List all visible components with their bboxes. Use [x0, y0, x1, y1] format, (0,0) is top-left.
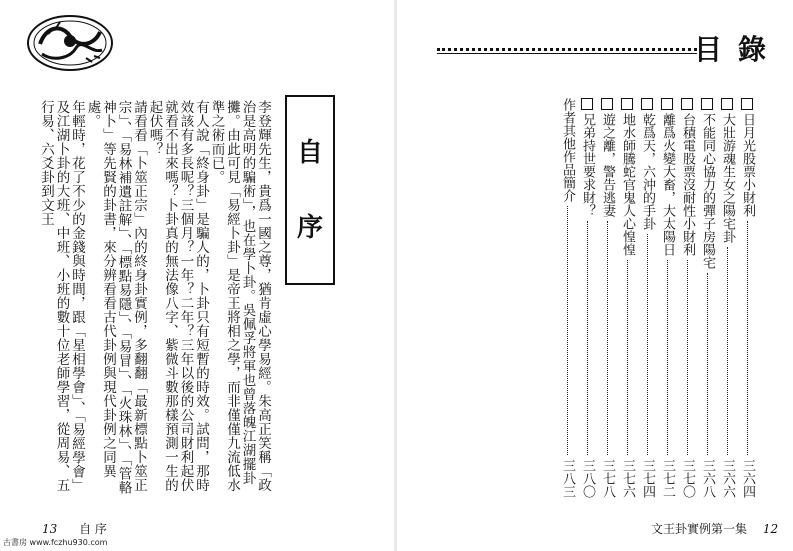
toc-entry-label: 台積電股票沒耐性小財利	[680, 113, 695, 256]
preface-paragraph: 有人說「終身卦」是騙人的，卜卦只有短暫的時效。試問，那時效該有多長呢？三個月？一年？二年？三年以後的公司財利起伏就看不出來嗎？卜卦真的無法像八字、紫微斗數那樣預測一生的起伏嗎？	[146, 100, 209, 492]
toc-entry-label: 兄弟持世要求財？	[580, 113, 595, 217]
table-of-contents	[557, 98, 757, 498]
toc-entry-label: 不能同心協力的彈子房陽宅	[700, 113, 715, 269]
preface-title-box	[285, 95, 335, 285]
toc-entry[interactable]	[598, 98, 617, 498]
header-solid-rule	[437, 53, 697, 54]
toc-entry[interactable]	[638, 98, 657, 498]
toc-entry-label: 地水師騰蛇官鬼人心惶惶	[620, 113, 635, 256]
left-page-footer	[42, 520, 107, 537]
toc-leader-dots	[707, 273, 708, 455]
toc-entry-label: 作者其他作品簡介	[560, 98, 575, 202]
empty-square-icon	[621, 98, 633, 110]
toc-leader-dots	[727, 247, 728, 455]
empty-square-icon	[681, 98, 693, 110]
right-footer-label: 文王卦實例第一集	[651, 522, 748, 536]
toc-entry-label: 遊之離，警告逃妻	[600, 113, 615, 217]
toc-entry-label: 乾爲天，六沖的手卦	[640, 113, 655, 230]
toc-entry[interactable]	[698, 98, 717, 498]
toc-entry[interactable]	[558, 98, 577, 498]
preface-paragraph: 李登輝先生，貴爲一國之尊，猶肯虛心學易經。朱高正笑稱「政治是高明的騙術」，也在學卜卦。吳佩孚將軍也曾落魄江湖擺卦攤。由此可見「易經卜卦」是帝王將相之學，而非僅僅九流低水準之術而已。	[208, 100, 271, 492]
empty-square-icon	[741, 98, 753, 110]
toc-entry-label: 日月光股票小財利	[740, 113, 755, 217]
toc-entry-page: 三六六	[720, 459, 735, 498]
toc-entry-page: 三七〇	[680, 459, 695, 498]
empty-square-icon	[601, 98, 613, 110]
toc-entry[interactable]	[618, 98, 637, 498]
toc-leader-dots	[627, 260, 628, 455]
toc-leader-dots	[747, 221, 748, 455]
toc-leader-dots	[567, 206, 568, 455]
toc-leader-dots	[647, 234, 648, 455]
right-page	[397, 0, 793, 551]
toc-entry-page: 三六四	[740, 459, 755, 498]
toc-leader-dots	[587, 221, 588, 455]
empty-square-icon	[581, 98, 593, 110]
empty-square-icon	[661, 98, 673, 110]
toc-entry-page: 三七六	[620, 459, 635, 498]
toc-leader-dots	[687, 260, 688, 455]
empty-square-icon	[641, 98, 653, 110]
left-page	[0, 0, 396, 551]
toc-leader-dots	[667, 260, 668, 455]
site-watermark: 古書房 www.fczhu930.com	[3, 538, 108, 547]
right-page-footer	[651, 520, 778, 537]
toc-entry-page: 三七二	[660, 459, 675, 498]
toc-title: 目錄	[694, 33, 783, 66]
dragon-medallion-icon	[26, 14, 114, 72]
left-footer-label: 自 序	[79, 522, 107, 536]
preface-body	[40, 100, 270, 500]
toc-entry[interactable]	[658, 98, 677, 498]
toc-entry-label: 大壯游魂生女之陽宅卦	[720, 113, 735, 243]
toc-entry[interactable]	[678, 98, 697, 498]
preface-title-char: 序	[296, 212, 323, 243]
right-page-number: 12	[762, 522, 779, 536]
toc-entry-page: 三八三	[560, 459, 575, 498]
toc-entry-page: 三八〇	[580, 459, 595, 498]
toc-entry[interactable]	[718, 98, 737, 498]
toc-entry-page: 三七四	[640, 459, 655, 498]
toc-entry-label: 離爲火變大畜，大太陽日	[660, 113, 675, 256]
toc-entry[interactable]	[578, 98, 597, 498]
preface-paragraph: 年輕時，花了不少的金錢與時間，跟「星相學會」、「易經學會」及江湖卜卦的大班、中班、小班的數十位老師學習，從周易、五行易、六爻卦到文王	[38, 100, 85, 493]
empty-square-icon	[721, 98, 733, 110]
toc-entry-page: 三六八	[700, 459, 715, 498]
empty-square-icon	[701, 98, 713, 110]
toc-entry[interactable]	[738, 98, 757, 498]
toc-entry-page: 三七八	[600, 459, 615, 498]
left-page-number: 13	[42, 522, 58, 536]
preface-paragraph: 請看看「卜筮正宗」內的終身卦實例，多翻翻「最新標點卜筮正宗」、「易林補遺註解」、「標點易隱」、「易冒」、「火珠林」、「管輅神卜」等先賢的卦書，來分辨看看古代卦例與現代卦例之同異處。	[84, 100, 147, 495]
toc-leader-dots	[607, 221, 608, 455]
preface-title-char: 自	[296, 137, 323, 168]
